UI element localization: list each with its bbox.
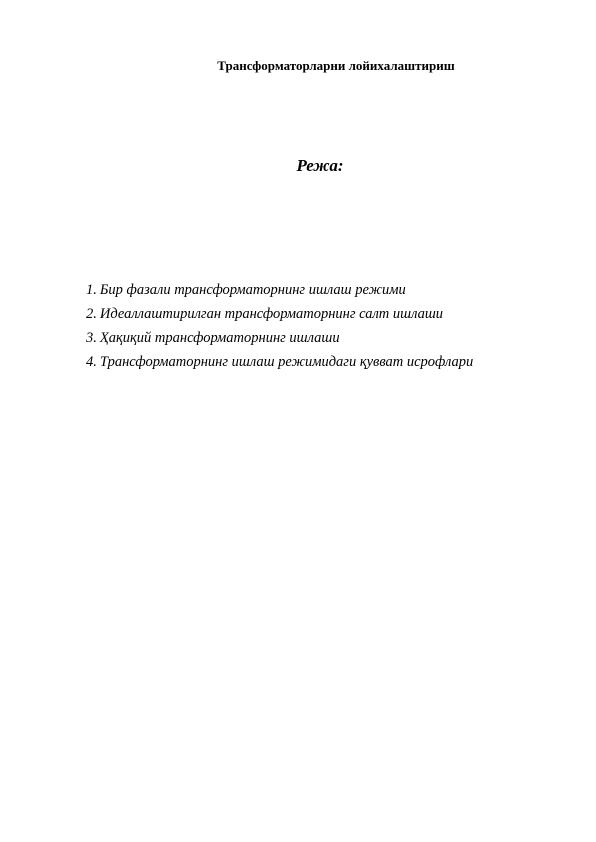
list-item-text: Ҳақиқий трансформаторнинг ишлаши bbox=[99, 330, 340, 346]
plan-list bbox=[86, 281, 473, 377]
list-item bbox=[86, 353, 473, 377]
list-item bbox=[86, 305, 473, 329]
document-title: Трансформаторларни лойихалаштириш bbox=[217, 58, 455, 73]
list-item-number: 3. bbox=[86, 330, 97, 346]
list-item-text: Бир фазали трансформаторнинг ишлаш режими bbox=[99, 282, 406, 298]
list-item-number: 2. bbox=[86, 306, 97, 322]
list-item-number: 4. bbox=[86, 354, 97, 370]
list-item bbox=[86, 281, 473, 305]
list-item-text: Трансформаторнинг ишлаш режимидаги қувват исрофлари bbox=[99, 354, 474, 370]
list-item-text: Идеаллаштирилган трансформаторнинг салт ишлаши bbox=[99, 306, 444, 322]
list-item-number: 1. bbox=[86, 282, 97, 298]
plan-heading: Режа: bbox=[296, 156, 344, 175]
list-item bbox=[86, 329, 473, 353]
